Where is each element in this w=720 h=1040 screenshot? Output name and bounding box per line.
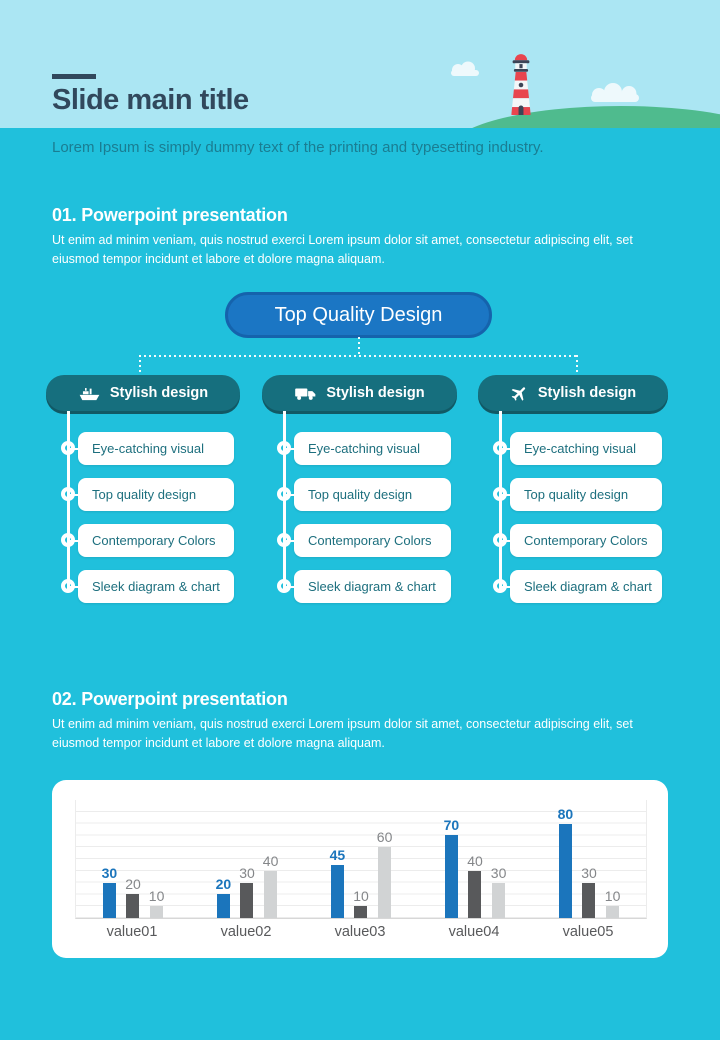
node-circle [61, 487, 75, 501]
bar-column [263, 854, 279, 918]
list-item: Eye-catching visual [510, 432, 662, 465]
bar-series-dark-gray [468, 871, 481, 918]
node-circle [277, 533, 291, 547]
bar-value-label: 40 [262, 852, 279, 869]
list-item: Contemporary Colors [510, 524, 662, 557]
bar-value-label: 20 [125, 876, 141, 893]
section-01-body [52, 231, 682, 270]
list-item: Top quality design [510, 478, 662, 511]
bar-value-label: 10 [604, 888, 621, 905]
slide-subtitle: Lorem Ipsum is simply dummy text of the printing and typesetting industry. [52, 139, 544, 156]
node-circle [493, 579, 507, 593]
bar-value-label: 70 [443, 817, 460, 834]
category-label: value02 [220, 924, 272, 940]
bar-series-light-gray [264, 871, 277, 918]
chart-plot [75, 800, 647, 919]
bar-series-dark-gray [240, 883, 253, 918]
plane-icon [510, 384, 529, 403]
top-quality-design-badge: Top Quality Design [225, 292, 492, 338]
header-sky-band [0, 0, 720, 128]
bar-value-label: 80 [557, 805, 574, 822]
bar-value-label: 30 [490, 864, 507, 881]
page-title: Slide main title [52, 84, 249, 116]
column-header-pill [478, 375, 668, 411]
bar-group [76, 800, 190, 918]
node-circle [61, 441, 75, 455]
section-02-body [52, 715, 682, 754]
dotted-connector-horizontal [139, 355, 578, 357]
column-connector-line [499, 411, 502, 592]
body-line: tempor incidunt et labore et dolore magna aliquam. [102, 736, 385, 751]
list-item: Top quality design [294, 478, 451, 511]
bar-group [304, 800, 418, 918]
bar-value-label: 30 [101, 864, 118, 881]
category-label: value01 [106, 924, 158, 940]
bar-column [353, 889, 369, 918]
list-item: Top quality design [78, 478, 234, 511]
bar-column [558, 807, 574, 918]
bar-series-light-gray [150, 906, 163, 918]
node-circle [277, 579, 291, 593]
chart-category-row [75, 924, 645, 940]
dotted-connector-center [358, 337, 360, 355]
category-label: value05 [562, 924, 614, 940]
section-01-heading: 01. Powerpoint presentation [52, 205, 288, 225]
bar-column [239, 866, 255, 918]
bar-series-blue [103, 883, 116, 918]
bar-series-blue [559, 824, 572, 918]
bar-series-light-gray [606, 906, 619, 918]
column-header-label: Stylish design [326, 385, 425, 401]
ship-icon [78, 386, 101, 401]
bar-column [444, 818, 460, 918]
bar-series-dark-gray [354, 906, 367, 918]
bar-series-light-gray [492, 883, 505, 918]
column-connector-line [283, 411, 286, 592]
column-header-pill [46, 375, 240, 411]
bar-group [190, 800, 304, 918]
list-item: Contemporary Colors [294, 524, 451, 557]
node-circle [493, 487, 507, 501]
cloud-icon [445, 61, 485, 77]
dotted-connector-right [576, 355, 578, 377]
list-item: Sleek diagram & chart [294, 570, 451, 603]
bar-column [377, 830, 393, 918]
column-header-label: Stylish design [109, 385, 209, 401]
column-connector-line [67, 411, 70, 592]
bar-value-label: 20 [215, 876, 232, 893]
bar-series-blue [217, 894, 230, 918]
bar-column [149, 889, 165, 918]
hill-shape [448, 106, 720, 128]
node-circle [61, 533, 75, 547]
column-header-label: Stylish design [537, 385, 637, 401]
cloud-icon [583, 83, 647, 103]
bar-series-dark-gray [126, 894, 139, 918]
bar-series-dark-gray [582, 883, 595, 918]
diagram-column [478, 375, 668, 594]
list-item: Contemporary Colors [78, 524, 234, 557]
bar-value-label: 45 [329, 846, 346, 863]
bar-column [467, 854, 483, 918]
bar-series-light-gray [378, 847, 391, 918]
bar-value-label: 30 [581, 864, 597, 881]
node-circle [493, 441, 507, 455]
list-item: Sleek diagram & chart [510, 570, 662, 603]
diagram-column [262, 375, 457, 594]
bar-value-label: 60 [376, 829, 393, 846]
category-label: value03 [334, 924, 386, 940]
category-label: value04 [448, 924, 500, 940]
body-line: Ut enim ad minim veniam, quis nostrud exerci Lorem ipsum dolor sit amet, consectetur adipiscing elit, set eiusmod [52, 717, 633, 751]
body-line: Ut enim ad minim veniam, quis nostrud exerci Lorem ipsum dolor sit amet, consectetur adipiscing elit, set eiusmod [52, 233, 633, 267]
bar-value-label: 10 [148, 888, 165, 905]
bar-series-blue [331, 865, 344, 918]
truck-icon [294, 386, 317, 401]
bar-value-label: 10 [353, 888, 369, 905]
bar-series-blue [445, 835, 458, 918]
bar-column [491, 866, 507, 918]
bar-column [216, 877, 232, 918]
list-item: Sleek diagram & chart [78, 570, 234, 603]
node-circle [277, 487, 291, 501]
list-item: Eye-catching visual [294, 432, 451, 465]
lighthouse-icon [506, 52, 536, 118]
section-02-heading: 02. Powerpoint presentation [52, 689, 288, 709]
bar-column [102, 866, 118, 918]
node-circle [493, 533, 507, 547]
list-item: Eye-catching visual [78, 432, 234, 465]
node-circle [277, 441, 291, 455]
bar-value-label: 40 [467, 852, 483, 869]
bar-group [418, 800, 532, 918]
dotted-connector-left [139, 355, 141, 377]
node-circle [61, 579, 75, 593]
bar-value-label: 30 [239, 864, 255, 881]
diagram-column [46, 375, 240, 594]
bar-column [330, 848, 346, 918]
column-header-pill [262, 375, 457, 411]
bar-group [532, 800, 646, 918]
title-dash [52, 74, 96, 79]
bar-chart-card [52, 780, 668, 958]
bar-column [605, 889, 621, 918]
bar-column [125, 877, 141, 918]
bar-column [581, 866, 597, 918]
body-line: tempor incidunt et labore et dolore magna aliquam. [102, 252, 385, 267]
